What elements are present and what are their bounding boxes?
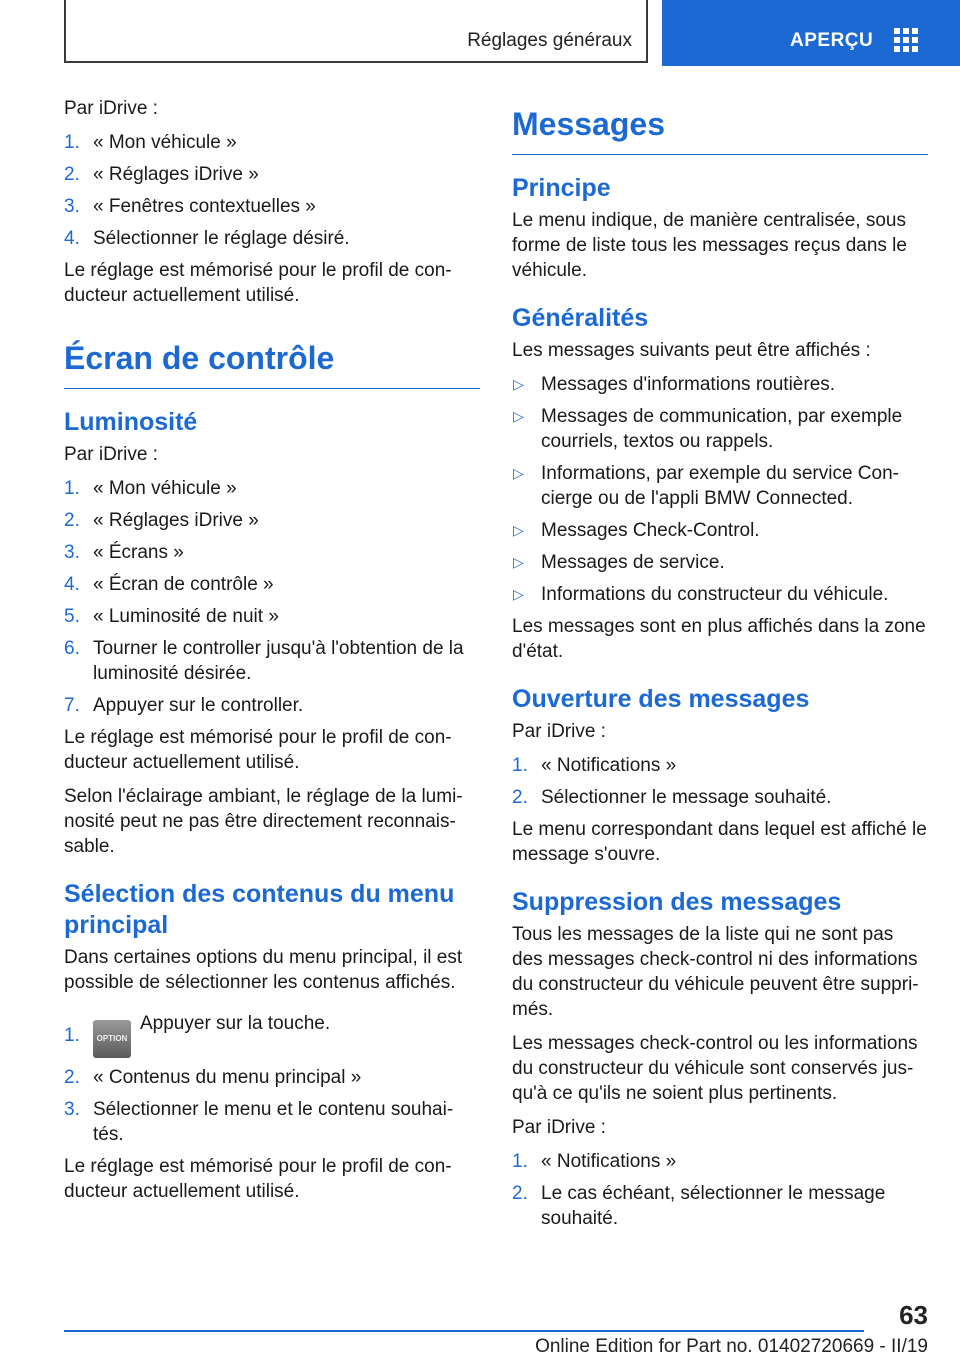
list-item: 3. « Écrans » [64,542,184,563]
page-header [0,0,960,66]
list-item: 5. « Luminosité de nuit » [64,606,279,627]
note-a: Le réglage est mémorisé pour le profil de con-ducteur actuellement utilisé. [64,260,452,306]
suppression-lead: Par iDrive : [512,1117,606,1138]
suppression-text-1: Tous les messages de la liste qui ne sont pas des messages check-control ni des informations du constructeur du véhicule peuvent être suppri-més. [512,924,919,1020]
list-item: 1. « Notifications » [512,755,677,776]
list-item: 2. Sélectionner le message souhaité. [512,787,832,808]
steps-list-a [64,130,480,251]
left-column [64,96,480,1213]
list-item: 1. « Mon véhicule » [64,132,237,153]
list-item: 1. OPTIONAppuyer sur la touche. [64,1011,480,1058]
list-item: 2. « Réglages iDrive » [64,164,259,185]
list-item: 1. « Notifications » [512,1151,677,1172]
ouverture-note: Le menu correspondant dans lequel est affiché le message s'ouvre. [512,819,927,865]
list-item: ▷ Informations, par exemple du service Con-cierge ou de l'appli BMW Connected. [513,463,899,509]
list-item: 6. Tourner le controller jusqu'à l'obtention de la luminosité désirée. [64,638,464,684]
section-title-ecran: Écran de contrôle [64,338,480,389]
heading-selection: Sélection des contenus du menu principal [64,880,455,939]
suppression-steps [512,1149,928,1231]
list-item: 3. « Fenêtres contextuelles » [64,196,316,217]
note-c: Le réglage est mémorisé pour le profil de con-ducteur actuellement utilisé. [64,1156,452,1202]
steps-list-b [64,476,480,718]
steps-list-c [64,1011,480,1147]
overview-tab[interactable] [662,0,960,66]
footer-divider [64,1330,864,1332]
list-item: 4. Sélectionner le réglage désiré. [64,228,350,249]
list-item: ▷ Messages de service. [513,552,725,573]
triangle-bullet-icon: ▷ [513,408,524,424]
note-b2: Selon l'éclairage ambiant, le réglage de la lumi-nosité peut ne pas être directement reconnais-sable. [64,786,463,857]
heading-suppression: Suppression des messages [512,888,842,916]
triangle-bullet-icon: ▷ [513,522,524,538]
list-item: 1. « Mon véhicule » [64,478,237,499]
list-item: 2. Le cas échéant, sélectionner le message souhaité. [512,1183,886,1229]
right-column [512,104,928,1238]
suppression-text-2: Les messages check-control ou les informations du constructeur du véhicule sont conservés jus-qu'à ce qu'ils ne soient plus pertinents. [512,1033,918,1104]
list-item: ▷ Messages de communication, par exemple courriels, textos ou rappels. [513,406,903,452]
list-item: ▷ Messages Check-Control. [513,520,760,541]
intro-lead: Par iDrive : [64,98,158,119]
selection-text: Dans certaines options du menu principal, il est possible de sélectionner les contenus affichés. [64,947,463,993]
generalites-lead: Les messages suivants peut être affichés : [512,340,871,361]
footer-edition: Online Edition for Part no. 01402720669 - II/19 [535,1336,928,1357]
section-title-messages: Messages [512,104,928,155]
ouverture-steps [512,753,928,810]
triangle-bullet-icon: ▷ [513,586,524,602]
heading-ouverture: Ouverture des messages [512,685,810,713]
ouverture-lead: Par iDrive : [512,721,606,742]
header-section-box [64,0,648,63]
triangle-bullet-icon: ▷ [513,554,524,570]
list-item: 4. « Écran de contrôle » [64,574,274,595]
generalites-note: Les messages sont en plus affichés dans la zone d'état. [512,616,926,662]
list-item: 2. « Contenus du menu principal » [64,1067,362,1088]
triangle-bullet-icon: ▷ [513,465,524,481]
header-section-title: Réglages généraux [467,30,632,51]
list-item: 3. Sélectionner le menu et le contenu souhai-tés. [64,1099,454,1145]
generalites-list [512,372,928,607]
heading-luminosite: Luminosité [64,408,198,436]
heading-principe: Principe [512,174,611,202]
overview-tab-label: APERÇU [790,30,874,51]
heading-generalites: Généralités [512,304,649,332]
list-item: ▷ Messages d'informations routières. [513,374,836,395]
list-item: ▷ Informations du constructeur du véhicule. [513,584,889,605]
grid-icon [894,28,918,52]
list-item: 2. « Réglages iDrive » [64,510,259,531]
principe-text: Le menu indique, de manière centralisée, sous forme de liste tous les messages reçus dans le véhicule. [512,210,907,281]
page-number: 63 [899,1300,928,1330]
triangle-bullet-icon: ▷ [513,376,524,392]
note-b1: Le réglage est mémorisé pour le profil de con-ducteur actuellement utilisé. [64,727,452,773]
option-button-icon: OPTION [93,1020,131,1058]
list-item: 7. Appuyer sur le controller. [64,695,304,716]
lead-b: Par iDrive : [64,444,158,465]
